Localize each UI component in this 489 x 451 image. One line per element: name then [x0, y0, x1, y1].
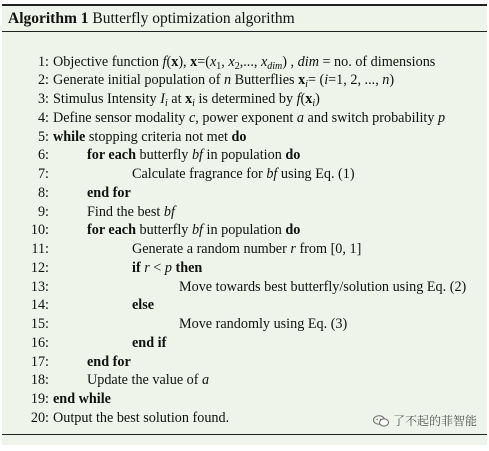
algorithm-line: [0, 240, 489, 258]
text-run: x: [209, 53, 217, 70]
line-text: [87, 371, 209, 389]
text-run: r: [144, 259, 150, 276]
text-run: Generate a random number: [132, 241, 291, 257]
algorithm-caption: [8, 10, 295, 28]
line-number: 16:: [30, 334, 49, 351]
text-run: at: [167, 91, 186, 107]
line-text: [53, 128, 247, 146]
line-number: 4:: [37, 109, 49, 126]
text-run: i: [192, 98, 195, 109]
text-run: n: [382, 72, 390, 89]
algorithm-line: [0, 296, 489, 314]
text-run: f: [296, 91, 301, 107]
line-text: [87, 203, 175, 221]
line-text: [87, 353, 131, 371]
text-run: else: [132, 297, 155, 314]
text-run: butterfly: [135, 147, 192, 164]
text-run: bf: [191, 222, 203, 239]
text-run: do: [285, 222, 301, 239]
watermark-text: 了不起的菲智能: [392, 414, 477, 428]
text-run: x: [305, 91, 313, 107]
line-text: [53, 53, 435, 71]
line-text: [53, 109, 445, 127]
line-number: 2:: [37, 72, 49, 89]
line-text: [53, 409, 229, 427]
text-run: (: [166, 53, 172, 70]
text-run: ): [389, 72, 395, 89]
text-run: Find the best: [87, 203, 164, 220]
algorithm-line: [0, 146, 489, 164]
text-run: = no. of dimensions: [318, 53, 436, 70]
text-run: Output the best solution found.: [53, 409, 230, 426]
text-run: Move towards best butterfly/solution using Eq. (2): [179, 278, 467, 295]
text-run: for each: [87, 147, 136, 164]
text-run: using Eq. (1): [277, 166, 355, 182]
text-run: Stimulus Intensity: [53, 91, 161, 107]
text-run: dim: [297, 53, 319, 70]
algorithm-line: [0, 371, 489, 389]
line-number: 18:: [30, 372, 49, 389]
line-number: 13:: [30, 278, 49, 295]
text-run: end for: [87, 353, 131, 370]
algorithm-line: [0, 278, 489, 296]
line-text: [179, 278, 466, 296]
line-number: 12:: [30, 259, 49, 276]
text-run: p: [437, 109, 446, 126]
text-run: ,: [221, 53, 229, 70]
text-run: Generate initial population of: [53, 72, 224, 89]
line-text: [53, 71, 394, 89]
caption-rule: [2, 31, 487, 32]
text-run: I: [160, 91, 165, 107]
text-run: x: [190, 53, 198, 70]
algorithm-line: [0, 53, 489, 71]
line-text: [53, 90, 320, 108]
text-run: end if: [132, 334, 167, 351]
algorithm-line: [0, 203, 489, 221]
algorithm-line: [0, 90, 489, 108]
top-rule: [2, 4, 487, 6]
algorithm-line: [0, 390, 489, 408]
text-run: from [0, 1]: [295, 241, 362, 257]
text-run: n: [223, 72, 232, 89]
algorithm-line: [0, 353, 489, 371]
text-run: while: [53, 128, 86, 145]
text-run: = (: [307, 72, 325, 89]
text-run: Move randomly using Eq. (3): [179, 316, 348, 332]
text-run: , power exponent: [195, 109, 297, 126]
line-text: [132, 259, 202, 277]
text-run: end while: [53, 391, 111, 407]
text-run: Objective function: [53, 53, 163, 70]
line-number: 11:: [31, 241, 49, 257]
text-run: ),: [178, 53, 191, 70]
algorithm-line: [0, 221, 489, 239]
text-run: a: [202, 372, 210, 389]
line-number: 1:: [37, 53, 49, 70]
algorithm-line: [0, 334, 489, 352]
text-run: <: [149, 259, 165, 276]
line-number: 10:: [30, 222, 49, 239]
text-run: do: [231, 128, 247, 145]
algorithm-line: [0, 184, 489, 202]
line-number: 9:: [37, 203, 49, 220]
text-run: i: [164, 98, 168, 109]
text-run: end for: [87, 184, 131, 201]
text-run: ): [315, 91, 320, 107]
text-run: r: [290, 241, 296, 257]
text-run: i: [305, 79, 308, 91]
algorithm-line: [0, 109, 489, 127]
text-run: stopping criteria not met: [85, 128, 232, 145]
algorithm-line: [0, 259, 489, 277]
text-run: Define sensor modality: [53, 109, 189, 126]
text-run: x: [171, 53, 179, 70]
algorithm-line: [0, 315, 489, 333]
text-run: in population: [202, 222, 286, 239]
text-run: x: [185, 91, 193, 107]
line-number: 19:: [30, 391, 49, 407]
text-run: bf: [266, 166, 278, 182]
text-run: (: [300, 91, 306, 107]
line-text: [132, 165, 355, 183]
bottom-rule: [2, 434, 487, 435]
line-number: 20:: [30, 409, 49, 426]
text-run: i: [324, 72, 329, 89]
text-run: a: [296, 109, 304, 126]
text-run: p: [164, 259, 172, 276]
line-number: 5:: [37, 128, 49, 145]
text-run: butterfly: [135, 222, 192, 239]
line-number: 7:: [37, 166, 49, 182]
chat-bubble-icon: [373, 415, 389, 427]
line-number: 15:: [30, 316, 49, 332]
text-run: in population: [202, 147, 286, 164]
algorithm-line: [0, 71, 489, 89]
text-run: x: [298, 72, 306, 89]
text-run: Butterflies: [231, 72, 299, 89]
text-run: f: [162, 53, 167, 70]
text-run: c: [188, 109, 196, 126]
watermark: [373, 412, 477, 429]
line-text: [87, 146, 300, 164]
text-run: then: [175, 259, 203, 276]
text-run: for each: [87, 222, 136, 239]
line-text: [53, 390, 111, 408]
text-run: is determined by: [194, 91, 297, 107]
text-run: bf: [191, 147, 203, 164]
algorithm-line: [0, 165, 489, 183]
text-run: Calculate fragrance for: [132, 166, 267, 182]
text-run: bf: [163, 203, 175, 220]
line-text: [132, 240, 361, 258]
line-text: [87, 221, 300, 239]
line-number: 3:: [37, 91, 49, 107]
line-number: 6:: [37, 147, 49, 164]
line-text: [132, 334, 166, 352]
text-run: =(: [197, 53, 210, 70]
text-run: 2: [234, 60, 240, 72]
text-run: ,...,: [239, 53, 261, 70]
caption-label: Algorithm 1: [8, 10, 89, 27]
line-number: 8:: [37, 184, 49, 201]
line-text: [132, 296, 154, 314]
text-run: and switch probability: [304, 109, 438, 126]
text-run: dim: [267, 60, 283, 72]
text-run: i: [312, 98, 316, 109]
caption-title: Butterfly optimization algorithm: [92, 10, 295, 27]
line-text: [87, 184, 131, 202]
line-number: 14:: [30, 297, 49, 314]
line-number: 17:: [30, 353, 49, 370]
text-run: x: [260, 53, 268, 70]
text-run: do: [285, 147, 301, 164]
line-text: [179, 315, 347, 333]
text-run: if: [132, 259, 141, 276]
text-run: =1, 2, ...,: [328, 72, 383, 89]
text-run: ) ,: [282, 53, 298, 70]
text-run: x: [228, 53, 235, 70]
text-run: Update the value of: [87, 372, 203, 389]
text-run: 1: [216, 60, 222, 72]
algorithm-line: [0, 128, 489, 146]
